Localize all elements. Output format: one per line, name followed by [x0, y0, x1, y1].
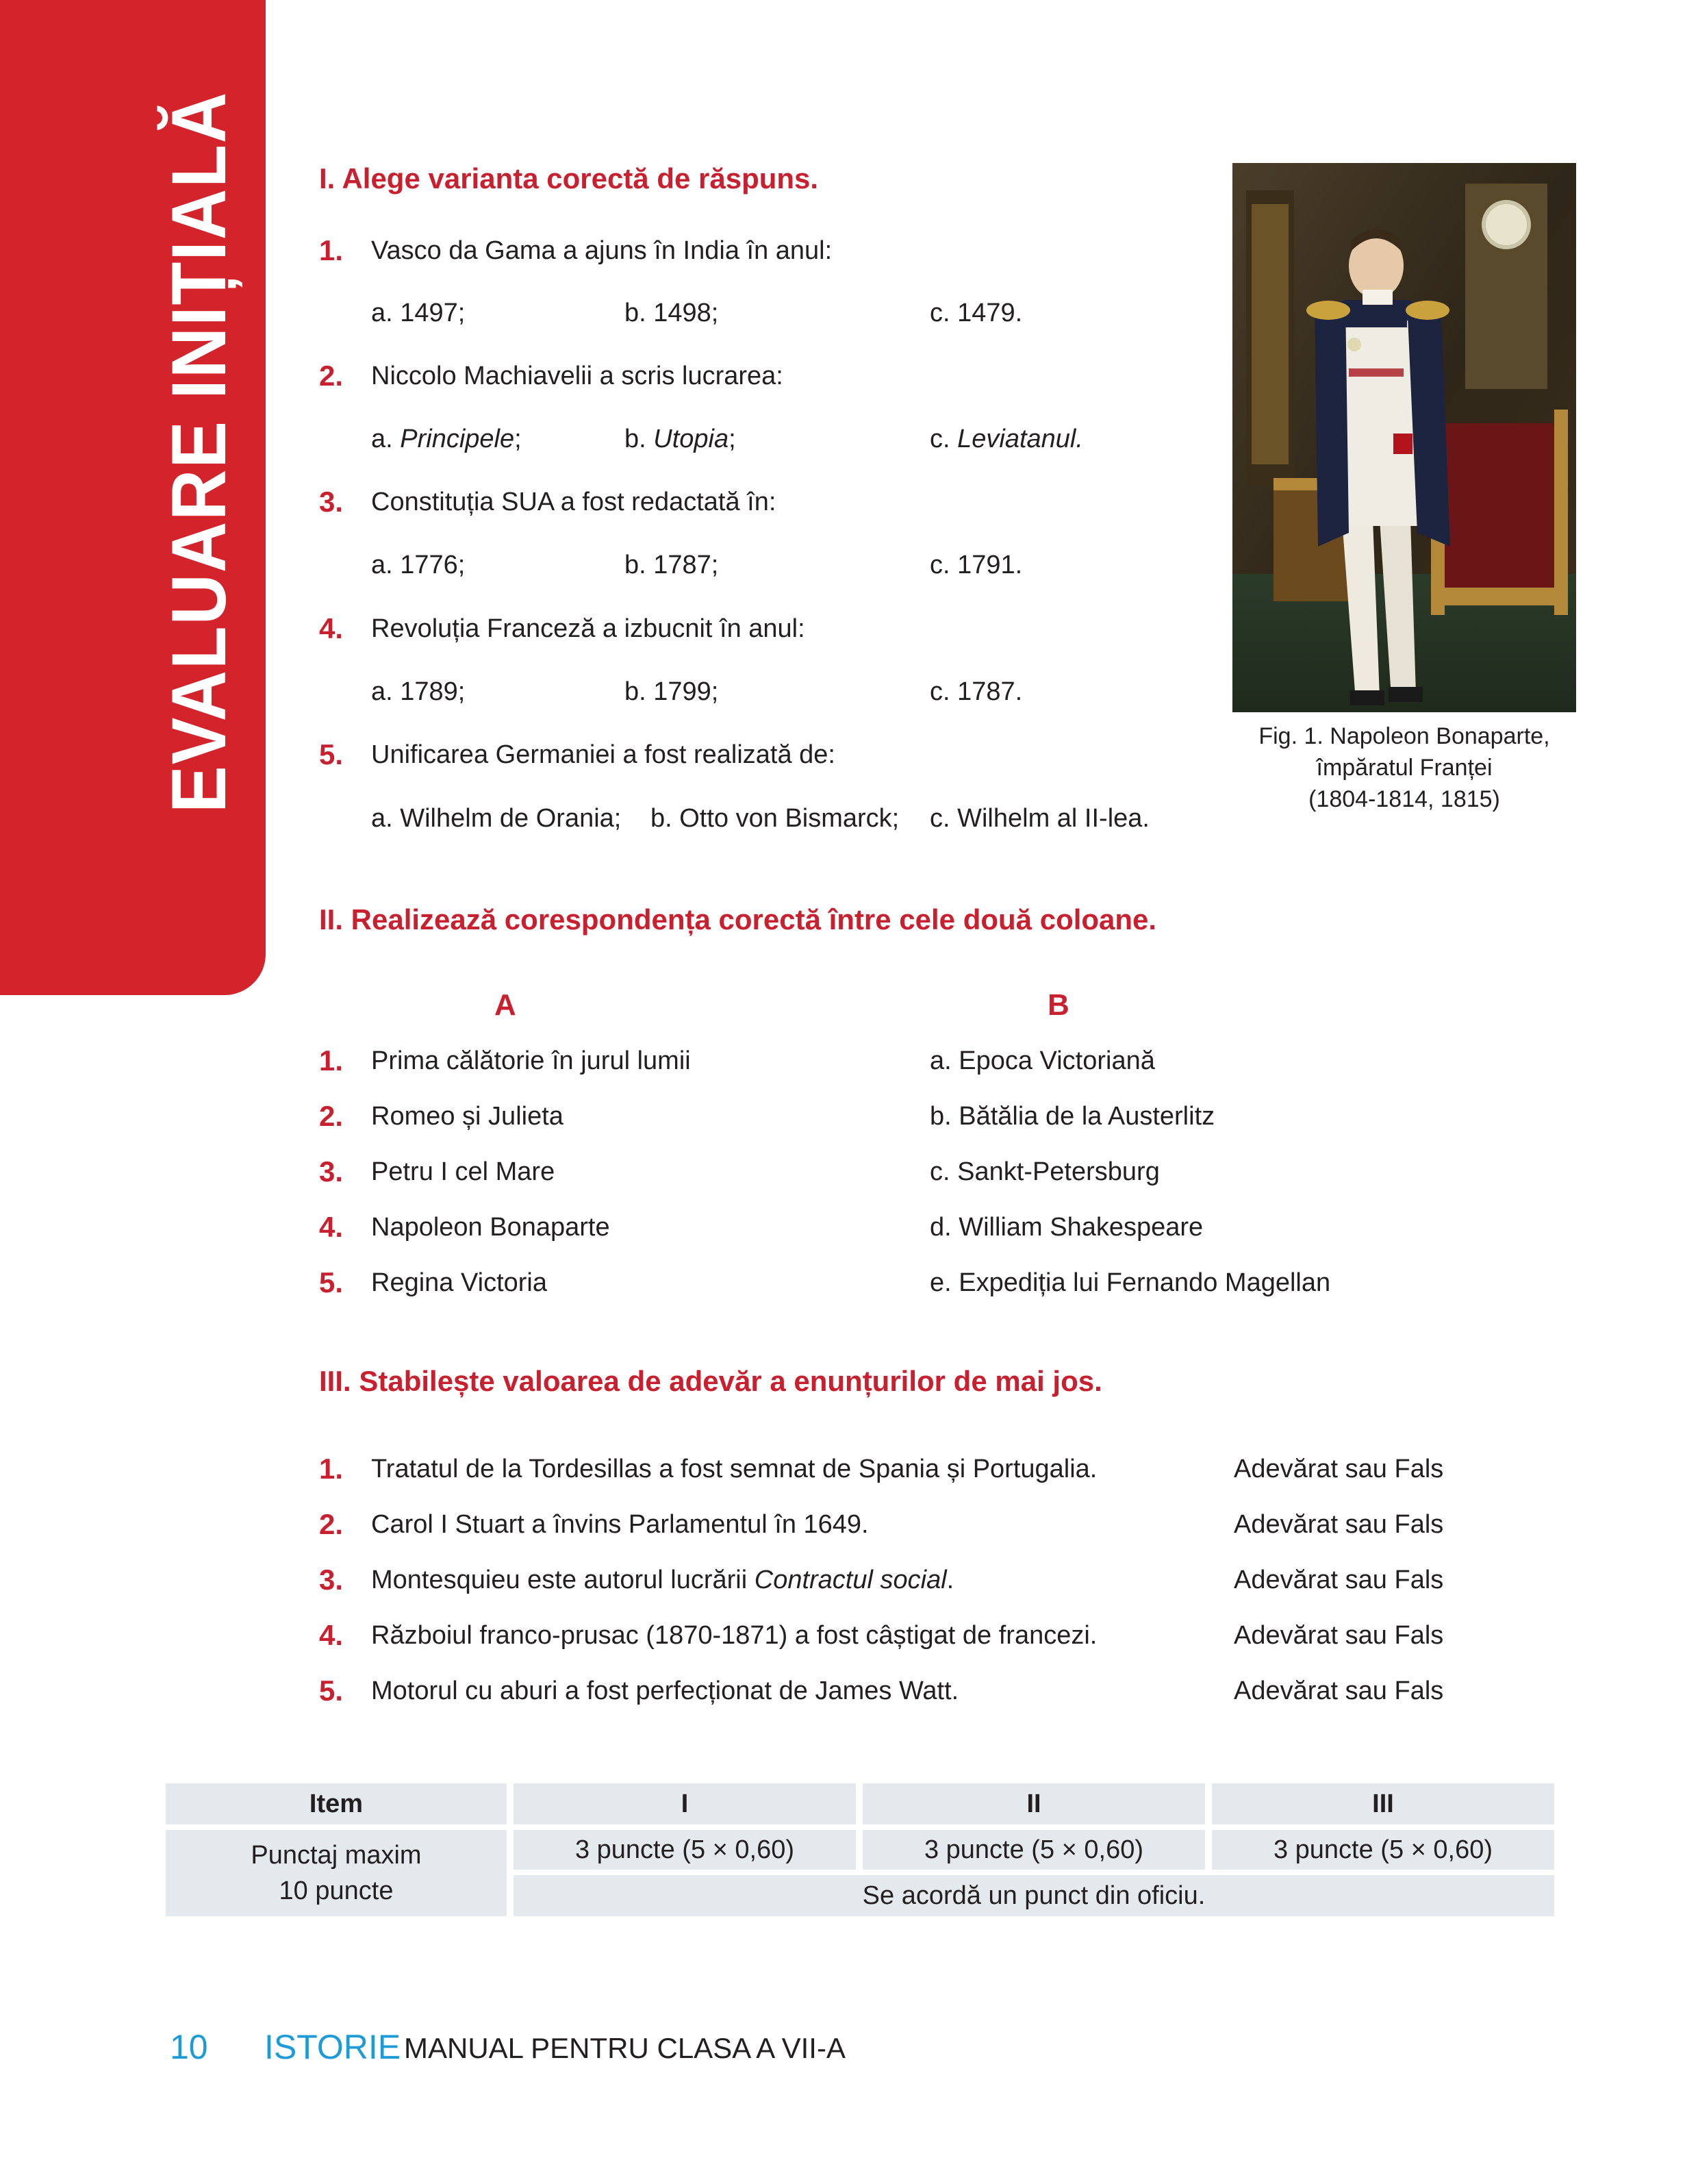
match-number: 3. [319, 1155, 344, 1188]
match-right: c. Sankt-Petersburg [930, 1157, 1160, 1186]
option-b: b. Utopia; [624, 425, 736, 453]
true-false-label: Adevărat sau Fals [1234, 1455, 1444, 1483]
section2-heading: II. Realizează corespondența corectă între cele două coloane. [319, 903, 1157, 936]
statement-number: 1. [319, 1453, 344, 1485]
option-a: a. 1776; [371, 551, 466, 579]
option-b: b. 1799; [624, 677, 719, 706]
option-b: b. Otto von Bismarck; [650, 804, 900, 833]
statement-text: Războiul franco-prusac (1870-1871) a fost câștigat de francezi. [371, 1621, 1098, 1650]
option-c: c. 1791. [930, 551, 1023, 579]
table-cell-points: 3 puncte (5 × 0,60) [863, 1830, 1205, 1870]
match-left: Regina Victoria [371, 1268, 548, 1297]
column-a-header: A [494, 988, 516, 1022]
table-header-i: I [514, 1783, 856, 1824]
option-a: a. Principele; [371, 425, 522, 453]
option-b: b. 1498; [624, 299, 719, 327]
option-a: a. 1789; [371, 677, 466, 706]
true-false-label: Adevărat sau Fals [1234, 1677, 1444, 1705]
napoleon-portrait-image [1232, 163, 1576, 712]
question-number: 5. [319, 738, 344, 770]
option-c: c. Leviatanul. [930, 425, 1083, 453]
match-number: 1. [319, 1044, 344, 1077]
question-text: Niccolo Machiavelii a scris lucrarea: [371, 362, 783, 390]
section1-heading: I. Alege varianta corectă de răspuns. [319, 162, 819, 194]
option-c: c. 1787. [930, 677, 1023, 706]
option-a: a. Wilhelm de Orania; [371, 804, 622, 833]
question-text: Constituția SUA a fost redactată în: [371, 488, 776, 516]
table-row-label [166, 1830, 507, 1916]
question-number: 3. [319, 486, 344, 518]
page-number: 10 [170, 2028, 208, 2066]
row-label-line: 10 puncte [279, 1877, 394, 1905]
true-false-label: Adevărat sau Fals [1234, 1566, 1444, 1594]
statement-text: Montesquieu este autorul lucrării Contractul social. [371, 1566, 954, 1594]
caption-line: (1804-1814, 1815) [1308, 786, 1500, 812]
caption-line: Fig. 1. Napoleon Bonaparte, [1258, 723, 1550, 749]
side-tab [0, 0, 266, 995]
question-number: 4. [319, 612, 344, 644]
statement-number: 4. [319, 1619, 344, 1651]
table-header-item: Item [166, 1783, 507, 1824]
side-tab-title: EVALUARE INIȚIALĂ [156, 90, 242, 813]
table-cell-points: 3 puncte (5 × 0,60) [514, 1830, 856, 1870]
true-false-label: Adevărat sau Fals [1234, 1621, 1444, 1650]
figure-caption [1219, 720, 1590, 815]
match-number: 5. [319, 1266, 344, 1298]
question-text: Revoluția Franceză a izbucnit în anul: [371, 614, 805, 643]
column-b-header: B [1048, 988, 1069, 1022]
match-right: d. William Shakespeare [930, 1213, 1204, 1242]
match-left: Romeo și Julieta [371, 1102, 563, 1131]
match-right: b. Bătălia de la Austerlitz [930, 1102, 1215, 1131]
statement-text: Carol I Stuart a învins Parlamentul în 1649. [371, 1510, 869, 1539]
question-number: 2. [319, 360, 344, 392]
question-text: Unificarea Germaniei a fost realizată de: [371, 740, 835, 769]
section3-heading: III. Stabilește valoarea de adevăr a enunțurilor de mai jos. [319, 1365, 1102, 1397]
statement-text: Tratatul de la Tordesillas a fost semnat de Spania și Portugalia. [371, 1455, 1098, 1483]
match-left: Petru I cel Mare [371, 1157, 555, 1186]
option-b: b. 1787; [624, 551, 719, 579]
option-c: c. Wilhelm al II-lea. [930, 804, 1150, 833]
footer-subtitle: MANUAL PENTRU CLASA A VII-A [404, 2032, 846, 2064]
table-cell-bonus: Se acordă un punct din oficiu. [514, 1875, 1554, 1916]
statement-text: Motorul cu aburi a fost perfecționat de James Watt. [371, 1677, 959, 1705]
match-right: e. Expediția lui Fernando Magellan [930, 1268, 1331, 1297]
statement-number: 2. [319, 1508, 344, 1540]
row-label-line: Punctaj maxim [251, 1841, 422, 1870]
table-cell-points: 3 puncte (5 × 0,60) [1212, 1830, 1554, 1870]
match-left: Prima călătorie în jurul lumii [371, 1046, 691, 1075]
statement-number: 3. [319, 1564, 344, 1596]
true-false-label: Adevărat sau Fals [1234, 1510, 1444, 1539]
option-a: a. 1497; [371, 299, 466, 327]
match-right: a. Epoca Victoriană [930, 1046, 1155, 1075]
table-header-ii: II [863, 1783, 1205, 1824]
question-text: Vasco da Gama a ajuns în India în anul: [371, 236, 833, 265]
table-header-iii: III [1212, 1783, 1554, 1824]
footer-subject: ISTORIE [264, 2028, 401, 2066]
match-left: Napoleon Bonaparte [371, 1213, 610, 1242]
match-number: 4. [319, 1211, 344, 1243]
caption-line: împăratul Franței [1316, 755, 1493, 781]
statement-number: 5. [319, 1674, 344, 1707]
question-number: 1. [319, 234, 344, 266]
option-c: c. 1479. [930, 299, 1023, 327]
match-number: 2. [319, 1100, 344, 1132]
